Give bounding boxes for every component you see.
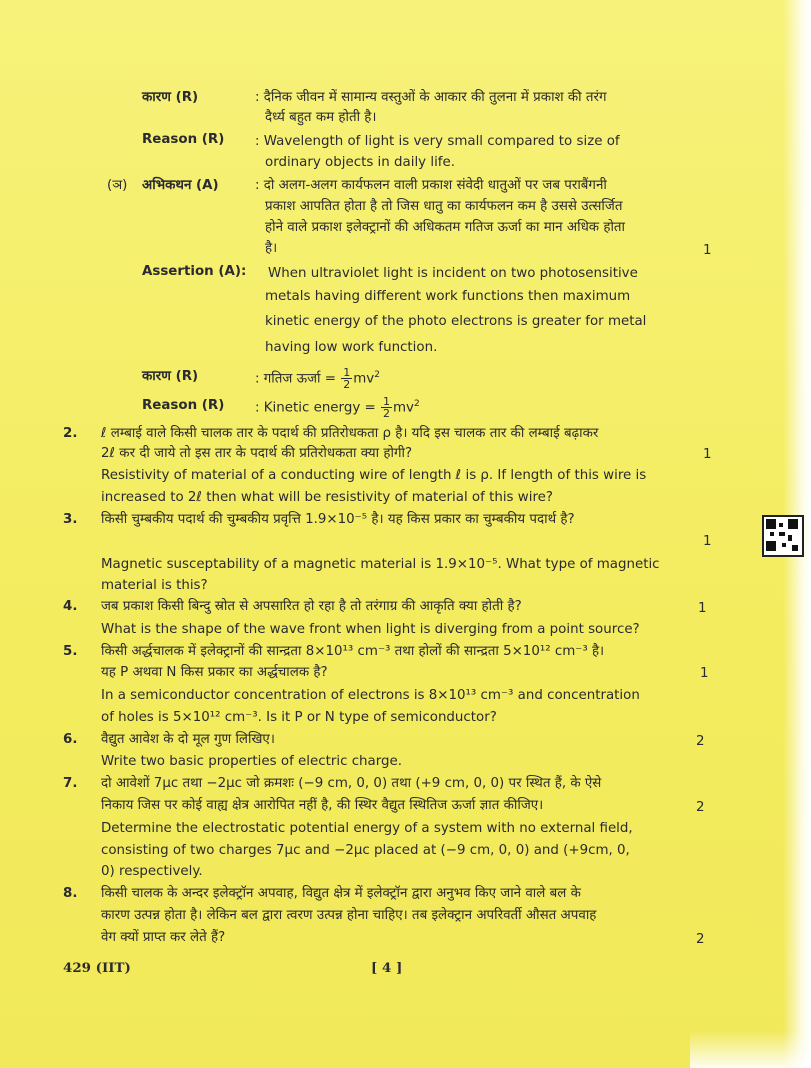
q2-en-line2: increased to 2ℓ then what will be resistivity of material of this wire? xyxy=(101,490,553,505)
reason-ke-text: : Kinetic energy = xyxy=(255,400,376,416)
assertion-mark: 1 xyxy=(703,243,712,258)
assertion-hi-line3: होने वाले प्रकाश इलेक्ट्रानों की अधिकतम गतिज ऊर्जा का मान अधिक होता xyxy=(265,220,626,235)
frac-num-en: 1 xyxy=(382,395,390,408)
formula-exp: 2 xyxy=(374,370,380,381)
q5-hi-line1: किसी अर्द्धचालक में इलेक्ट्रानों की सान्द्रता 8×10¹³ cm⁻³ तथा होलों की सान्द्रता 5×10¹² cm⁻³ है। xyxy=(101,644,605,659)
q5-hi-line2: यह P अथवा N किस प्रकार का अर्द्धचालक है? xyxy=(101,665,328,680)
q7-en-line3: 0) respectively. xyxy=(101,864,203,879)
q6-number: 6. xyxy=(63,732,78,747)
karan-ke-label: कारण (R) xyxy=(142,369,199,384)
reason-text-line2: ordinary objects in daily life. xyxy=(265,155,455,170)
q5-mark: 1 xyxy=(700,666,709,681)
assertion-en-line4: having low work function. xyxy=(265,340,438,355)
q2-hi-line1: ℓ लम्बाई वाले किसी चालक तार के पदार्थ की प्रतिरोधकता ρ है। यदि इस चालक तार की लम्बाई बढ़ाकर xyxy=(101,426,599,441)
q3-hi-line1: किसी चुम्बकीय पदार्थ की चुम्बकीय प्रवृत्ति 1.9×10⁻⁵ है। यह किस प्रकार का चुम्बकीय पदार्थ है? xyxy=(101,512,575,527)
formula-exp-en: 2 xyxy=(413,399,420,410)
q8-mark: 2 xyxy=(696,932,705,947)
torn-corner xyxy=(690,1030,811,1068)
q2-hi-line2: 2ℓ कर दी जाये तो इस तार के पदार्थ की प्रतिरोधकता क्या होगी? xyxy=(101,446,413,461)
formula-tail-en: mv xyxy=(392,400,414,416)
frac-den: 2 xyxy=(343,378,351,391)
q7-hi-line1: दो आवेशों 7μc तथा −2μc जो क्रमशः (−9 cm, 0, 0) तथा (+9 cm, 0, 0) पर स्थित हैं, के ऐसे xyxy=(101,776,602,791)
q7-en-line1: Determine the electrostatic potential energy of a system with no external field, xyxy=(101,821,633,836)
page-number: [ 4 ] xyxy=(371,960,403,976)
q3-number: 3. xyxy=(63,512,78,527)
karan-label: कारण (R) xyxy=(142,90,199,105)
karan-text-line2: दैर्ध्य बहुत कम होती है। xyxy=(265,110,377,125)
assertion-hi-line4: है। xyxy=(265,241,278,256)
assertion-en-line2: metals having different work functions then maximum xyxy=(265,289,631,304)
q6-hi-line1: वैद्युत आवेश के दो मूल गुण लिखिए। xyxy=(101,732,275,747)
paper-code: 429 (IIT) xyxy=(63,960,131,976)
assertion-hi-label: अभिकथन (A) xyxy=(142,178,219,193)
q5-number: 5. xyxy=(63,644,78,659)
half-fraction-en xyxy=(381,396,392,419)
q8-hi-line3: वेग क्यों प्राप्त कर लेते हैं? xyxy=(101,930,226,945)
qr-code xyxy=(762,515,804,557)
q4-mark: 1 xyxy=(698,601,707,616)
assertion-hi-line2: प्रकाश आपतित होता है तो जिस धातु का कार्यफलन कम है उससे उत्सर्जित xyxy=(265,199,623,214)
assertion-en-label: Assertion (A): xyxy=(142,264,247,279)
q7-en-line2: consisting of two charges 7μc and −2μc placed at (−9 cm, 0, 0) and (+9cm, 0, xyxy=(101,843,630,858)
q8-number: 8. xyxy=(63,886,78,901)
q5-en-line1: In a semiconductor concentration of electrons is 8×10¹³ cm⁻³ and concentration xyxy=(101,688,640,703)
q5-en-line2: of holes is 5×10¹² cm⁻³. Is it P or N type of semiconductor? xyxy=(101,710,497,725)
q3-mark: 1 xyxy=(703,534,712,549)
karan-text-line1: : दैनिक जीवन में सामान्य वस्तुओं के आकार की तुलना में प्रकाश की तरंग xyxy=(255,90,607,105)
q4-en-line1: What is the shape of the wave front when light is diverging from a point source? xyxy=(101,622,640,637)
q2-mark: 1 xyxy=(703,447,712,462)
assertion-en-line1: When ultraviolet light is incident on two photosensitive xyxy=(268,266,638,281)
q4-hi-line1: जब प्रकाश किसी बिन्दु स्रोत से अपसारित हो रहा है तो तरंगाग्र की आकृति क्या होती है? xyxy=(101,599,522,614)
q8-hi-line1: किसी चालक के अन्दर इलेक्ट्रॉन अपवाह, विद्युत क्षेत्र में इलेक्ट्रॉन द्वारा अनुभव किए जाने वाले बल के xyxy=(101,886,581,901)
formula-tail: mv xyxy=(353,371,375,387)
q8-hi-line2: कारण उत्पन्न होता है। लेकिन बल द्वारा त्वरण उत्पन्न होना चाहिए। तब इलेक्ट्रान अपरिवर्ती औसत अपवाह xyxy=(101,908,597,923)
half-fraction xyxy=(341,367,352,390)
q7-mark: 2 xyxy=(696,800,705,815)
q6-mark: 2 xyxy=(696,734,705,749)
q4-number: 4. xyxy=(63,599,78,614)
q2-en-line1: Resistivity of material of a conducting wire of length ℓ is ρ. If length of this wire is xyxy=(101,468,647,483)
q3-en-line2: material is this? xyxy=(101,578,208,593)
reason-ke-formula xyxy=(255,396,420,419)
reason-ke-label: Reason (R) xyxy=(142,398,225,413)
frac-den-en: 2 xyxy=(382,407,390,420)
frac-num: 1 xyxy=(343,366,351,379)
q6-en-line1: Write two basic properties of electric charge. xyxy=(101,754,403,769)
q7-hi-line2: निकाय जिस पर कोई वाह्य क्षेत्र आरोपित नहीं है, की स्थिर वैद्युत स्थितिज ऊर्जा ज्ञात कीजिए। xyxy=(101,798,544,813)
reason-text-line1: : Wavelength of light is very small compared to size of xyxy=(255,134,620,149)
assertion-hi-line1: : दो अलग-अलग कार्यफलन वाली प्रकाश संवेदी धातुओं पर जब पराबैंगनी xyxy=(255,178,607,193)
reason-label: Reason (R) xyxy=(142,132,225,147)
q2-number: 2. xyxy=(63,426,78,441)
q7-number: 7. xyxy=(63,776,78,791)
karan-ke-text: : गतिज ऊर्जा = xyxy=(255,371,336,387)
q3-en-line1: Magnetic susceptability of a magnetic material is 1.9×10⁻⁵. What type of magnetic xyxy=(101,557,660,572)
assertion-en-line3: kinetic energy of the photo electrons is greater for metal xyxy=(265,314,647,329)
karan-ke-formula xyxy=(255,367,380,390)
subpart-index: (ञ) xyxy=(107,178,128,193)
